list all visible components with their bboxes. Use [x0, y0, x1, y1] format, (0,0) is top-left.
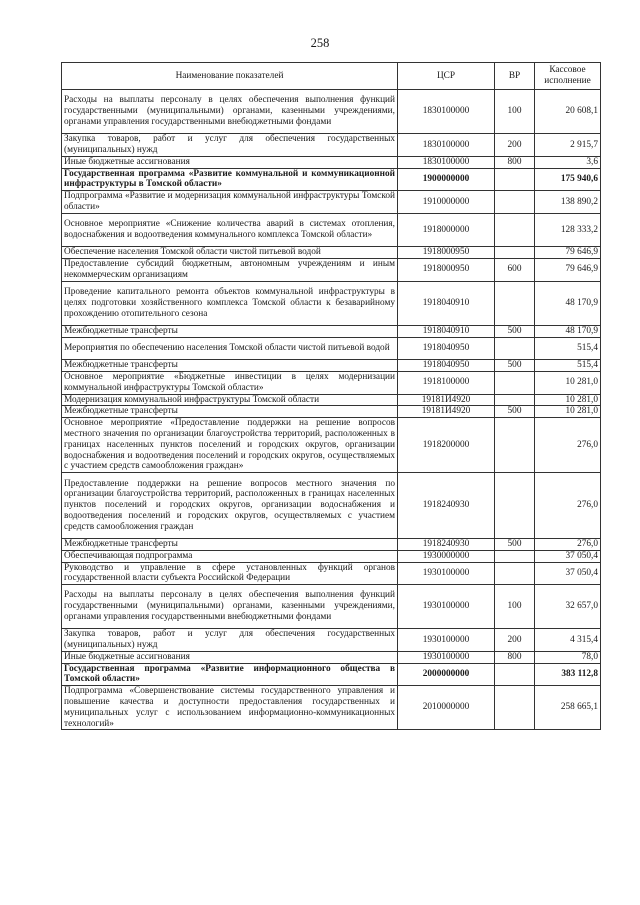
- cell-csr: 2000000000: [398, 663, 495, 686]
- cell-amount: 383 112,8: [535, 663, 601, 686]
- cell-amount: 10 281,0: [535, 394, 601, 406]
- header-vr: ВР: [495, 63, 535, 90]
- cell-amount: 79 646,9: [535, 258, 601, 281]
- cell-name: Государственная программа «Развитие информационного общества в Томской области»: [62, 663, 398, 686]
- cell-name: Иные бюджетные ассигнования: [62, 156, 398, 168]
- cell-vr: 200: [495, 629, 535, 652]
- cell-amount: 175 940,6: [535, 168, 601, 191]
- cell-name: Предоставление субсидий бюджетным, автономным учреждениям и иным некоммерческим организациям: [62, 258, 398, 281]
- cell-vr: 600: [495, 258, 535, 281]
- cell-amount: 2 915,7: [535, 134, 601, 157]
- table-row: [62, 247, 601, 259]
- cell-csr: 1930100000: [398, 629, 495, 652]
- cell-vr: [495, 213, 535, 246]
- cell-csr: 19181И4920: [398, 406, 495, 418]
- cell-vr: [495, 247, 535, 259]
- cell-amount: 37 050,4: [535, 550, 601, 562]
- table-row: [62, 191, 601, 214]
- cell-vr: [495, 550, 535, 562]
- table-row: [62, 337, 601, 360]
- cell-name: Подпрограмма «Совершенствование системы государственного управления и повышение качества и доступности предоставления государственных и муниципальных услуг с использованием информационно-коммуникационных технологий»: [62, 686, 398, 730]
- table-row: [62, 371, 601, 394]
- cell-amount: 128 333,2: [535, 213, 601, 246]
- cell-vr: 800: [495, 651, 535, 663]
- cell-amount: 78,0: [535, 651, 601, 663]
- cell-vr: [495, 337, 535, 360]
- table-row: [62, 281, 601, 325]
- table-row: [62, 156, 601, 168]
- header-csr: ЦСР: [398, 63, 495, 90]
- cell-csr: 1918100000: [398, 371, 495, 394]
- cell-amount: 10 281,0: [535, 371, 601, 394]
- header-name: Наименование показателей: [62, 63, 398, 90]
- cell-amount: 276,0: [535, 418, 601, 473]
- cell-csr: 1918240930: [398, 473, 495, 539]
- cell-name: Модернизация коммунальной инфраструктуры Томской области: [62, 394, 398, 406]
- cell-name: Основное мероприятие «Предоставление поддержки на решение вопросов местного значения по организации благоустройства территорий, расположенных в границах населенных пунктов поселений и городских округов, организации водоснабжения и водоотведения поселений и городских округов, осуществляемых с участием средств самообложения граждан»: [62, 418, 398, 473]
- cell-csr: 1918000950: [398, 258, 495, 281]
- cell-vr: 800: [495, 156, 535, 168]
- table-row: [62, 585, 601, 629]
- cell-name: Руководство и управление в сфере установленных функций органов государственной власти субъекта Российской Федерации: [62, 562, 398, 585]
- cell-amount: 276,0: [535, 538, 601, 550]
- cell-csr: 1918040950: [398, 337, 495, 360]
- cell-csr: 1930100000: [398, 651, 495, 663]
- cell-amount: 3,6: [535, 156, 601, 168]
- cell-vr: [495, 191, 535, 214]
- cell-vr: 200: [495, 134, 535, 157]
- cell-name: Закупка товаров, работ и услуг для обеспечения государственных (муниципальных) нужд: [62, 629, 398, 652]
- cell-name: Основное мероприятие «Бюджетные инвестиции в целях модернизации коммунальной инфраструктуры Томской области»: [62, 371, 398, 394]
- cell-name: Подпрограмма «Развитие и модернизация коммунальной инфраструктуры Томской области»: [62, 191, 398, 214]
- cell-vr: [495, 281, 535, 325]
- cell-amount: 48 170,9: [535, 281, 601, 325]
- cell-amount: 515,4: [535, 337, 601, 360]
- cell-amount: 515,4: [535, 360, 601, 372]
- cell-csr: 1918000000: [398, 213, 495, 246]
- cell-name: Закупка товаров, работ и услуг для обеспечения государственных (муниципальных) нужд: [62, 134, 398, 157]
- cell-vr: [495, 168, 535, 191]
- table-row: [62, 90, 601, 134]
- cell-amount: 20 608,1: [535, 90, 601, 134]
- cell-vr: [495, 418, 535, 473]
- cell-csr: 1930100000: [398, 585, 495, 629]
- table-row: [62, 213, 601, 246]
- cell-csr: 1930000000: [398, 550, 495, 562]
- table-header-row: [62, 63, 601, 90]
- budget-execution-table: [61, 62, 601, 730]
- cell-name: Иные бюджетные ассигнования: [62, 651, 398, 663]
- cell-name: Межбюджетные трансферты: [62, 406, 398, 418]
- table-row: [62, 538, 601, 550]
- table-row: [62, 629, 601, 652]
- table-body: [62, 90, 601, 730]
- cell-name: Предоставление поддержки на решение вопросов местного значения по организации благоустройства территорий, расположенных в границах населенных пунктов поселений и городских округов, организации водоснабжения и водоотведения поселений и городских округов, осуществляемых с участием средств самообложения граждан: [62, 473, 398, 539]
- cell-vr: [495, 473, 535, 539]
- table-row: [62, 562, 601, 585]
- cell-vr: [495, 394, 535, 406]
- cell-name: Основное мероприятие «Снижение количества аварий в системах отопления, водоснабжения и водоотведения коммунального комплекса Томской области»: [62, 213, 398, 246]
- cell-csr: 1900000000: [398, 168, 495, 191]
- table-row: [62, 325, 601, 337]
- cell-vr: [495, 371, 535, 394]
- cell-amount: 48 170,9: [535, 325, 601, 337]
- cell-vr: 500: [495, 538, 535, 550]
- table-row: [62, 134, 601, 157]
- cell-name: Обеспечение населения Томской области чистой питьевой водой: [62, 247, 398, 259]
- cell-vr: 100: [495, 585, 535, 629]
- table-row: [62, 394, 601, 406]
- cell-amount: 4 315,4: [535, 629, 601, 652]
- cell-name: Проведение капитального ремонта объектов коммунальной инфраструктуры в целях подготовки хозяйственного комплекса Томской области к безаварийному прохождению отопительного сезона: [62, 281, 398, 325]
- header-amount: Кассовое исполнение: [535, 63, 601, 90]
- cell-csr: 1830100000: [398, 134, 495, 157]
- cell-vr: [495, 562, 535, 585]
- cell-name: Межбюджетные трансферты: [62, 360, 398, 372]
- table-row: [62, 651, 601, 663]
- cell-vr: 500: [495, 360, 535, 372]
- cell-amount: 276,0: [535, 473, 601, 539]
- cell-amount: 10 281,0: [535, 406, 601, 418]
- cell-csr: 1918000950: [398, 247, 495, 259]
- cell-csr: 1918040950: [398, 360, 495, 372]
- table-row: [62, 258, 601, 281]
- cell-csr: 1930100000: [398, 562, 495, 585]
- cell-name: Межбюджетные трансферты: [62, 538, 398, 550]
- page-number: 258: [310, 36, 330, 50]
- cell-csr: 1830100000: [398, 156, 495, 168]
- table-row: [62, 550, 601, 562]
- table-row: [62, 406, 601, 418]
- table-row: [62, 473, 601, 539]
- cell-amount: 37 050,4: [535, 562, 601, 585]
- cell-csr: 2010000000: [398, 686, 495, 730]
- cell-vr: [495, 663, 535, 686]
- cell-vr: 500: [495, 406, 535, 418]
- table-row: [62, 168, 601, 191]
- cell-csr: 1910000000: [398, 191, 495, 214]
- cell-vr: 100: [495, 90, 535, 134]
- cell-csr: 1918040910: [398, 281, 495, 325]
- cell-amount: 32 657,0: [535, 585, 601, 629]
- cell-name: Государственная программа «Развитие коммунальной и коммуникационной инфраструктуры в Томской области»: [62, 168, 398, 191]
- cell-amount: 138 890,2: [535, 191, 601, 214]
- table-row: [62, 360, 601, 372]
- cell-csr: 1918040910: [398, 325, 495, 337]
- table-row: [62, 686, 601, 730]
- cell-vr: 500: [495, 325, 535, 337]
- cell-name: Расходы на выплаты персоналу в целях обеспечения выполнения функций государственными (муниципальными) органами, казенными учреждениями, органами управления государственными внебюджетными фондами: [62, 585, 398, 629]
- cell-csr: 1918200000: [398, 418, 495, 473]
- cell-name: Расходы на выплаты персоналу в целях обеспечения выполнения функций государственными (муниципальными) органами, казенными учреждениями, органами управления государственными внебюджетными фондами: [62, 90, 398, 134]
- cell-csr: 1830100000: [398, 90, 495, 134]
- cell-amount: 258 665,1: [535, 686, 601, 730]
- cell-name: Межбюджетные трансферты: [62, 325, 398, 337]
- cell-amount: 79 646,9: [535, 247, 601, 259]
- cell-vr: [495, 686, 535, 730]
- cell-csr: 19181И4920: [398, 394, 495, 406]
- cell-name: Мероприятия по обеспечению населения Томской области чистой питьевой водой: [62, 337, 398, 360]
- table-row: [62, 418, 601, 473]
- table-row: [62, 663, 601, 686]
- cell-csr: 1918240930: [398, 538, 495, 550]
- cell-name: Обеспечивающая подпрограмма: [62, 550, 398, 562]
